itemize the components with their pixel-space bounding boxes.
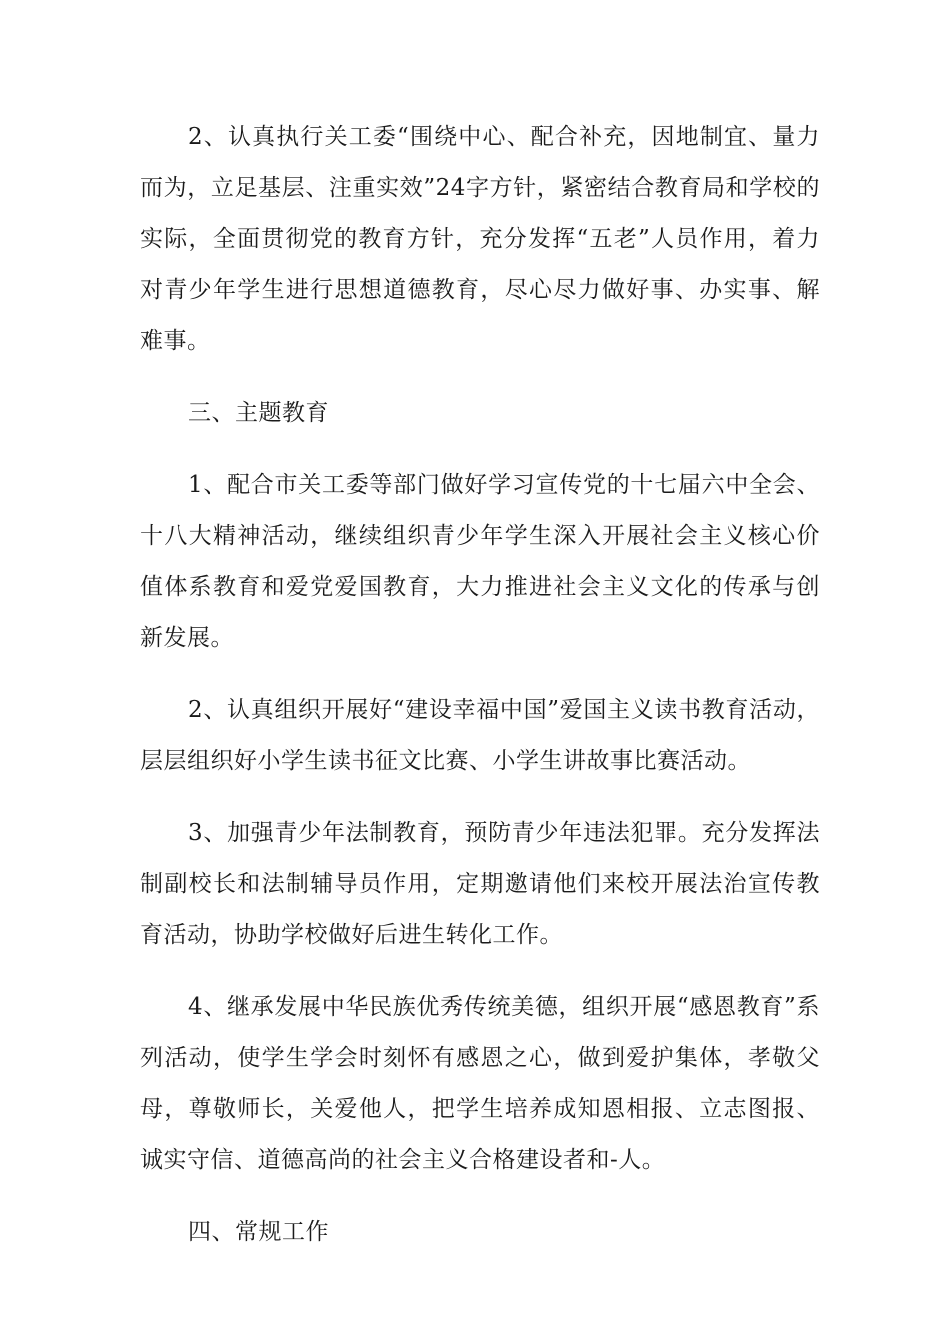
section-heading-routine-work: 四、常规工作 <box>188 1219 329 1245</box>
paragraph-theme-3: 3、加强青少年法制教育，预防青少年违法犯罪。充分发挥法制副校长和法制辅导员作用，定期邀请他们来校开展法治宣传教育活动，协助学校做好后进生转化工作。 <box>140 820 820 948</box>
document-body <box>140 112 820 1258</box>
paragraph-theme-1: 1、配合市关工委等部门做好学习宣传党的十七届六中全会、十八大精神活动，继续组织青少年学生深入开展社会主义核心价值体系教育和爱党爱国教育，大力推进社会主义文化的传承与创新发展。 <box>140 472 820 651</box>
section-heading-theme-education: 三、主题教育 <box>188 400 329 426</box>
paragraph-theme-2: 2、认真组织开展好“建设幸福中国”爱国主义读书教育活动，层层组织好小学生读书征文比赛、小学生讲故事比赛活动。 <box>140 697 820 774</box>
paragraph-theme-4: 4、继承发展中华民族优秀传统美德，组织开展“感恩教育”系列活动，使学生学会时刻怀有感恩之心，做到爱护集体，孝敬父母，尊敬师长，关爱他人，把学生培养成知恩相报、立志图报、诚实守信、道德高尚的社会主义合格建设者和-人。 <box>140 994 820 1173</box>
paragraph-policy-guideline: 2、认真执行关工委“围绕中心、配合补充，因地制宜、量力而为，立足基层、注重实效”24字方针，紧密结合教育局和学校的实际，全面贯彻党的教育方针，充分发挥“五老”人员作用，着力对青少年学生进行思想道德教育，尽心尽力做好事、办实事、解难事。 <box>140 124 820 354</box>
